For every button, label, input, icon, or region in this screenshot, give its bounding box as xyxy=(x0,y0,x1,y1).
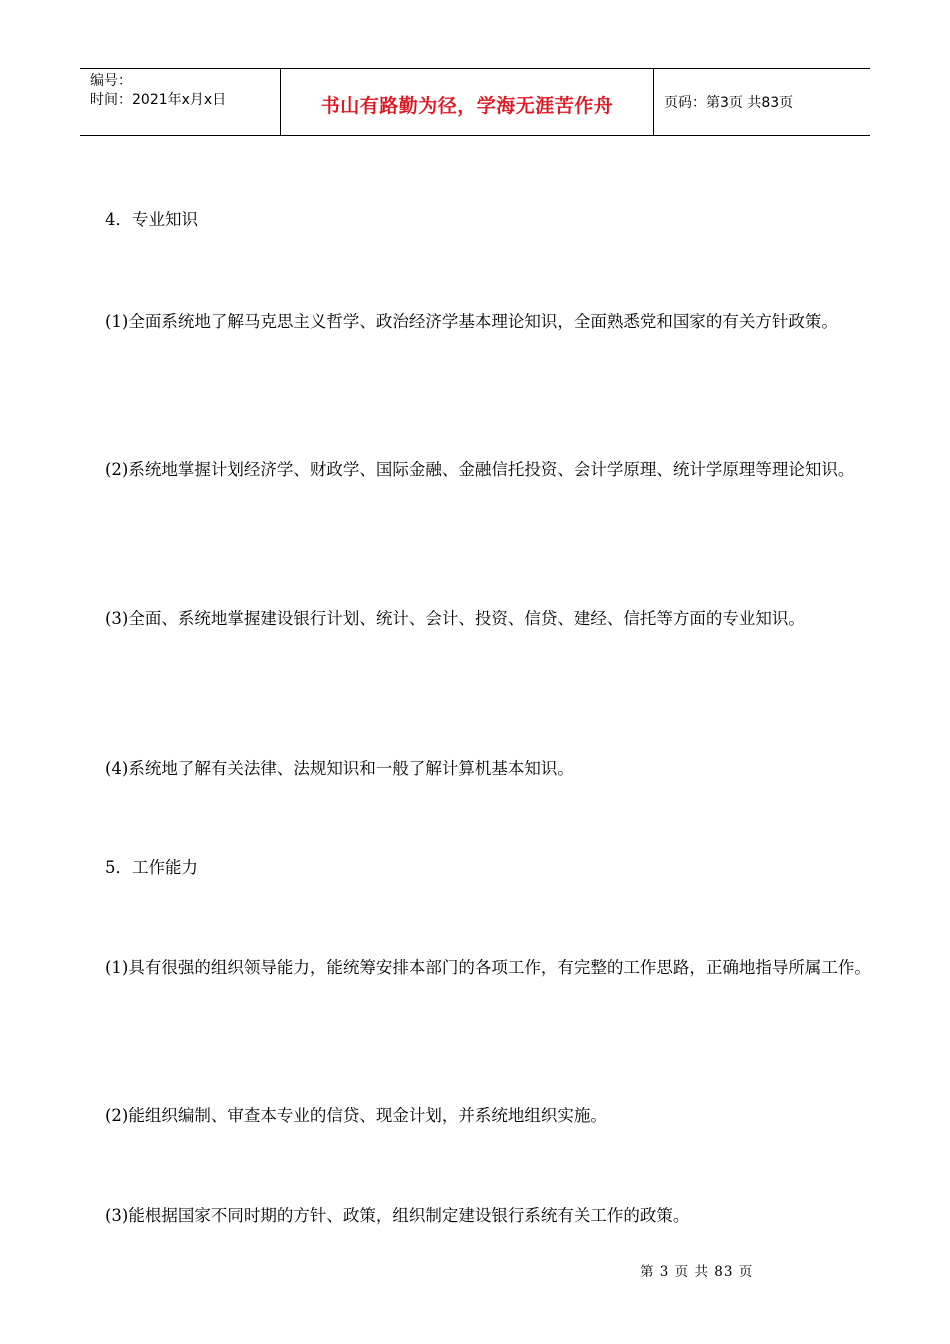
header-page-info: 页码：第3页 共83页 xyxy=(664,95,794,111)
header-motto-cell xyxy=(281,69,654,135)
header-page-info-cell xyxy=(654,69,870,135)
section-heading: 5．工作能力 xyxy=(105,858,198,877)
page-header xyxy=(80,68,870,136)
paragraph: (1)具有很强的组织领导能力，能统筹安排本部门的各项工作，有完整的工作思路，正确地指导所属工作。 xyxy=(105,958,871,977)
paragraph: (4)系统地了解有关法律、法规知识和一般了解计算机基本知识。 xyxy=(105,759,574,778)
paragraph: (3)全面、系统地掌握建设银行计划、统计、会计、投资、信贷、建经、信托等方面的专业知识。 xyxy=(105,609,805,628)
paragraph: (1)全面系统地了解马克思主义哲学、政治经济学基本理论知识，全面熟悉党和国家的有关方针政策。 xyxy=(105,312,838,331)
header-motto: 书山有路勤为径，学海无涯苦作舟 xyxy=(320,94,614,117)
paragraph: (3)能根据国家不同时期的方针、政策，组织制定建设银行系统有关工作的政策。 xyxy=(105,1206,690,1225)
paragraph: (2)能组织编制、审查本专业的信贷、现金计划，并系统地组织实施。 xyxy=(105,1106,607,1125)
section-heading: 4．专业知识 xyxy=(105,210,198,229)
document-date-label: 时间：2021年x月x日 xyxy=(90,92,227,108)
paragraph: (2)系统地掌握计划经济学、财政学、国际金融、金融信托投资、会计学原理、统计学原理等理论知识。 xyxy=(105,460,855,479)
document-number-label: 编号： xyxy=(90,73,132,89)
header-meta xyxy=(80,69,281,135)
page-footer: 第 3 页 共 83 页 xyxy=(640,1264,754,1280)
